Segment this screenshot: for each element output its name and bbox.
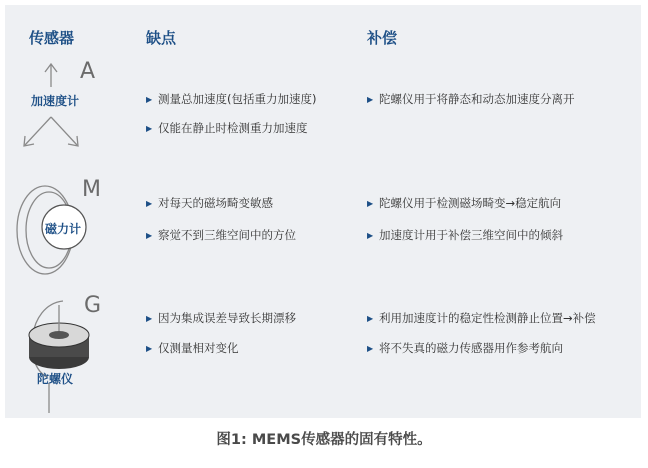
sensor-label-magnetometer: 磁力计 — [45, 222, 82, 236]
letter-m: M — [82, 177, 101, 202]
bullet-icon: ▶ — [146, 314, 153, 323]
comp-item: ▶ 利用加速度计的稳定性检测静止位置→补偿 — [367, 311, 596, 325]
comp-item: ▶ 陀螺仪用于将静态和动态加速度分离开 — [367, 92, 575, 106]
cons-item: ▶ 察觉不到三维空间中的方位 — [146, 228, 296, 242]
comp-item: ▶ 陀螺仪用于检测磁场畸变→稳定航向 — [367, 196, 562, 210]
bullet-icon: ▶ — [367, 231, 374, 240]
header-comp: 补偿 — [367, 29, 398, 47]
figure-caption: 图1: MEMS传感器的固有特性。 — [216, 432, 432, 448]
cons-item: ▶ 对每天的磁场畸变敏感 — [146, 196, 273, 210]
letter-a: A — [80, 59, 96, 84]
cons-item: ▶ 仅能在静止时检测重力加速度 — [146, 121, 308, 135]
bullet-icon: ▶ — [146, 199, 153, 208]
bullet-icon: ▶ — [367, 344, 374, 353]
comp-item: ▶ 加速度计用于补偿三维空间中的倾斜 — [367, 228, 563, 242]
bullet-icon: ▶ — [146, 124, 153, 133]
cons-item: ▶ 因为集成误差导致长期漂移 — [146, 311, 296, 325]
bullet-icon: ▶ — [146, 231, 153, 240]
bullet-icon: ▶ — [367, 314, 374, 323]
bullet-icon: ▶ — [367, 199, 374, 208]
comp-item: ▶ 将不失真的磁力传感器用作参考航向 — [367, 341, 563, 355]
header-cons: 缺点 — [146, 29, 177, 47]
bullet-icon: ▶ — [367, 95, 374, 104]
sensor-icons — [5, 5, 145, 418]
cons-item: ▶ 仅测量相对变化 — [146, 341, 239, 355]
table-panel — [5, 5, 641, 418]
bullet-icon: ▶ — [146, 95, 153, 104]
header-sensor: 传感器 — [29, 29, 75, 47]
bullet-icon: ▶ — [146, 344, 153, 353]
sensor-label-gyroscope: 陀螺仪 — [37, 372, 74, 386]
sensor-label-accelerometer: 加速度计 — [31, 94, 80, 108]
gyroscope-icon — [29, 301, 89, 413]
letter-g: G — [84, 293, 102, 318]
cons-item: ▶ 测量总加速度(包括重力加速度) — [146, 92, 317, 106]
